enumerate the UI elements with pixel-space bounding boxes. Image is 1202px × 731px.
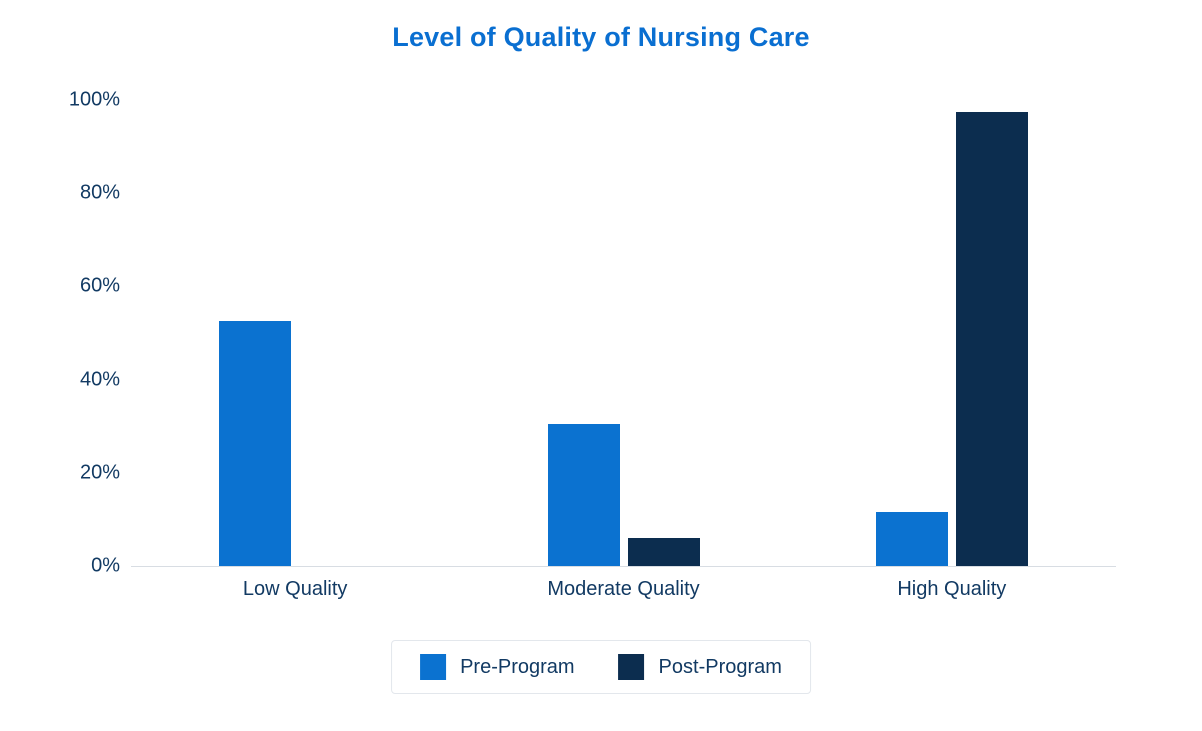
x-axis-category-labels xyxy=(131,578,1116,618)
y-axis-tick-label: 100% xyxy=(68,88,120,111)
x-axis-tick-label: High Quality xyxy=(897,578,1007,600)
legend-swatch-icon xyxy=(619,654,645,680)
y-axis-tick-label: 80% xyxy=(79,181,120,204)
legend-swatch-icon xyxy=(420,654,446,680)
bar xyxy=(876,512,948,566)
x-axis-line xyxy=(131,566,1116,567)
bar xyxy=(219,321,291,566)
legend-label: Pre-Program xyxy=(460,655,575,678)
y-axis-tick-label: 60% xyxy=(79,274,120,297)
y-axis-tick-label: 0% xyxy=(91,554,120,577)
bar xyxy=(548,424,620,566)
legend-label: Post-Program xyxy=(658,655,782,678)
x-axis-tick-label: Moderate Quality xyxy=(547,578,700,600)
bar xyxy=(628,538,700,566)
chart-legend xyxy=(391,640,811,694)
legend-item[interactable] xyxy=(619,654,782,680)
plot-area xyxy=(131,100,1116,566)
chart-title: Level of Quality of Nursing Care xyxy=(392,22,810,52)
y-axis-tick-labels xyxy=(40,88,120,577)
y-axis-tick-label: 20% xyxy=(79,461,120,484)
legend-item[interactable] xyxy=(420,654,574,680)
bar xyxy=(956,112,1028,566)
y-axis-tick-label: 40% xyxy=(79,368,120,391)
x-axis-tick-label: Low Quality xyxy=(242,578,348,600)
